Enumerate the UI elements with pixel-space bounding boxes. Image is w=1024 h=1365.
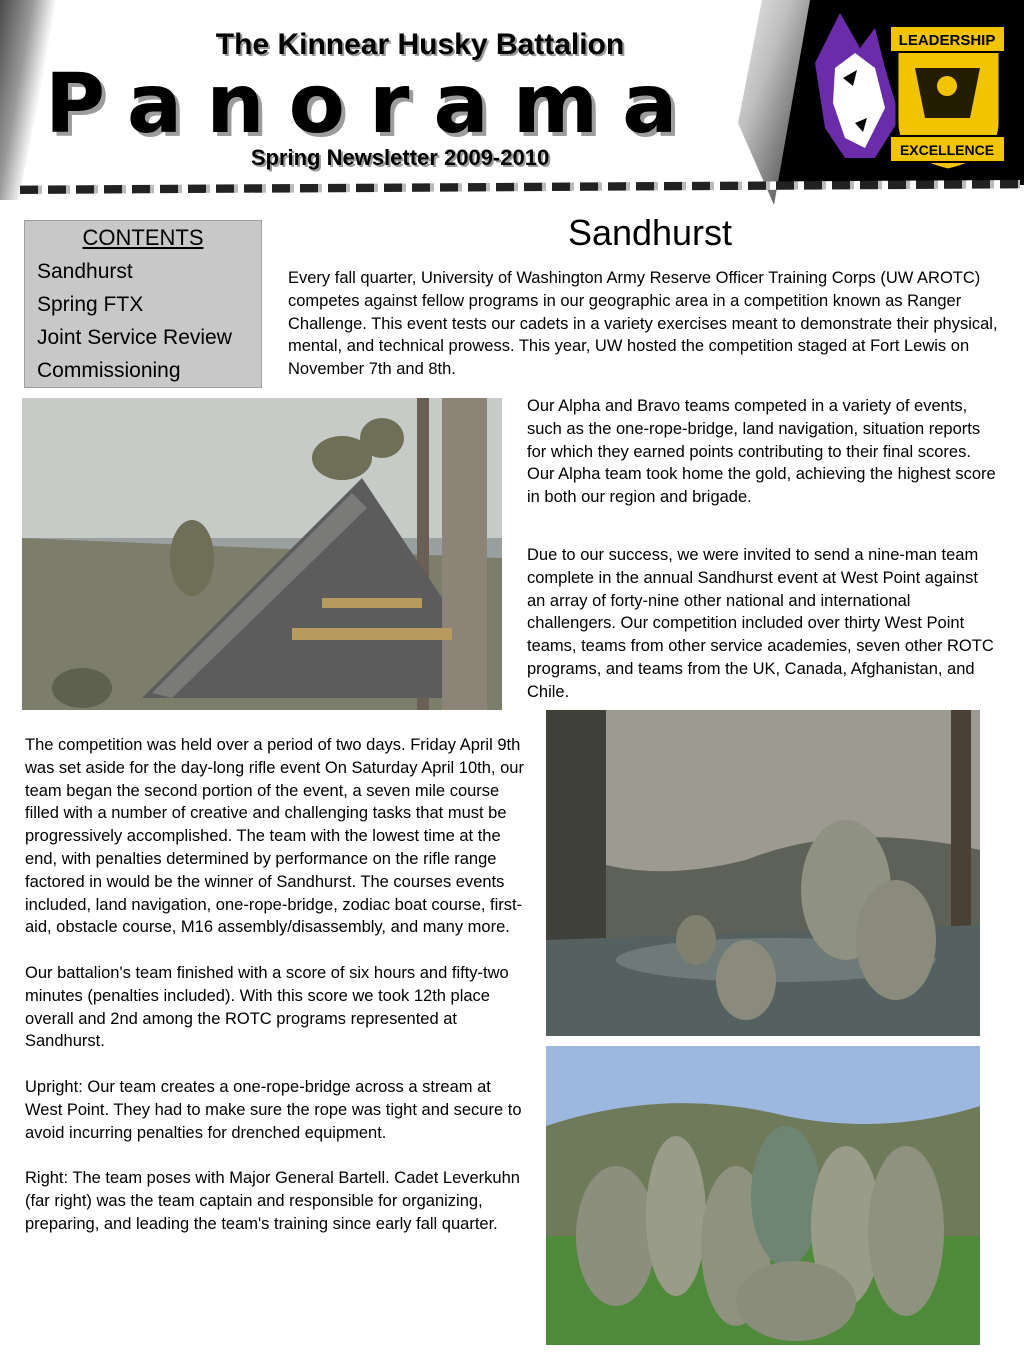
logo-top-banner: LEADERSHIP bbox=[898, 32, 996, 49]
left-paragraph-caption-right: Right: The team poses with Major General Bartell. Cadet Leverkuhn (far right) was the team captain and responsible for organizing, preparing, and leading the team's training since early fall quarter. bbox=[25, 1169, 520, 1233]
photo-team-with-general bbox=[546, 1046, 980, 1345]
contents-list bbox=[25, 255, 261, 387]
contents-item-joint-service-review[interactable]: Joint Service Review bbox=[37, 326, 232, 349]
masthead-panorama: Panorama bbox=[45, 57, 702, 152]
contents-box bbox=[24, 220, 262, 388]
header-rule bbox=[20, 180, 1020, 194]
article-intro: Every fall quarter, University of Washington Army Reserve Officer Training Corps (UW AROTC) competes against fellow programs in our geographic area in a competition known as Ranger Challenge. This event tests our cadets in a variety exercises meant to demonstrate their physical, mental, and technical prowess. This year, UW hosted the competition staged at Fort Lewis on November 7th and 8th. bbox=[288, 269, 998, 379]
husky-rotc-logo bbox=[805, 8, 1005, 174]
article-right-paragraph-2: Due to our success, we were invited to send a nine-man team complete in the annual Sandhurst event at West Point against an array of forty-nine other national and international challengers. Our competition included over thirty West Point teams, teams from other service academies, seven other ROTC programs, and teams from the UK, Canada, Afghanistan, and Chile. bbox=[527, 546, 994, 701]
contents-item-spring-ftx[interactable]: Spring FTX bbox=[37, 293, 144, 316]
article-title: Sandhurst bbox=[567, 212, 733, 253]
photo-obstacle-course bbox=[22, 398, 502, 710]
husky-head-icon bbox=[815, 13, 900, 158]
rotc-shield-icon bbox=[890, 26, 1005, 170]
logo-bottom-banner: EXCELLENCE bbox=[899, 142, 995, 158]
photo-one-rope-bridge bbox=[546, 710, 980, 1036]
left-paragraph-competition: The competition was held over a period of two days. Friday April 9th was set aside for the day-long rifle event On Saturday April 10th, our team began the second portion of the event, a seven mile course filled with a number of creative and challenging tasks that must be progressively accomplished. The team with the lowest time at the end, with penalties determined by performance on the rifle range factored in would be the winner of Sandhurst. The courses events included, land navigation, one-rope-bridge, zodiac boat course, first-aid, obstacle course, M16 assembly/disassembly, and many more. bbox=[25, 736, 524, 937]
contents-item-sandhurst[interactable]: Sandhurst bbox=[37, 260, 133, 283]
contents-title: CONTENTS bbox=[82, 225, 204, 250]
article-left-column bbox=[25, 734, 525, 1258]
left-paragraph-caption-upright: Upright: Our team creates a one-rope-bridge across a stream at West Point. They had to make sure the rope was tight and secure to avoid incurring penalties for drenched equipment. bbox=[25, 1077, 522, 1142]
contents-item-commissioning[interactable]: Commissioning bbox=[37, 359, 181, 382]
battalion-title: The Kinnear Husky Battalion bbox=[215, 28, 625, 61]
left-paragraph-score: Our battalion's team finished with a score of six hours and fifty-two minutes (penalties included). With this score we took 12th place overall and 2nd among the ROTC programs represented at Sandhurst. bbox=[25, 963, 509, 1051]
newsletter-subtitle: Spring Newsletter 2009-2010 bbox=[250, 145, 550, 170]
article-right-paragraph-1: Our Alpha and Bravo teams competed in a variety of events, such as the one-rope-bridge, land navigation, situation reports for which they earned points contributing to their final scores. Our Alpha team took home the gold, achieving the highest score in both our region and brigade. bbox=[527, 397, 996, 507]
